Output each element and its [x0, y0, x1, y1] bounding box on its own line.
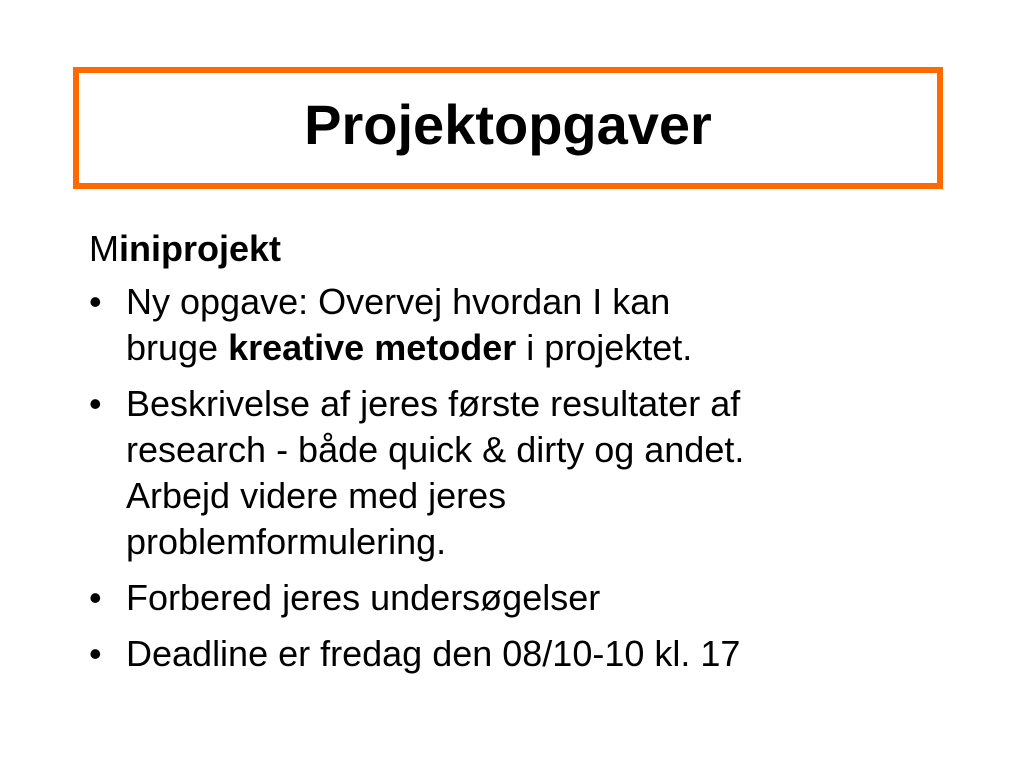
bullet-icon: •	[89, 281, 102, 322]
bullet-icon: •	[89, 577, 102, 618]
bullet-icon: •	[89, 633, 102, 674]
bullet-icon: •	[89, 383, 102, 424]
section-heading	[89, 226, 949, 272]
slide-content	[89, 226, 949, 687]
title-box	[73, 67, 943, 189]
section-heading-rest: iniprojekt	[119, 228, 282, 269]
bullet-text-continued: Arbejd videre med jeres	[126, 475, 507, 516]
section-heading-first-letter: M	[89, 228, 119, 269]
bullet-text: Forbered jeres undersøgelser	[126, 577, 601, 618]
bullet-text-continued: problemformulering.	[126, 521, 447, 562]
bullet-text-continued	[126, 325, 949, 371]
bullet-text-prefix: bruge	[126, 327, 229, 368]
bullet-text: Ny opgave: Overvej hvordan I kan	[126, 281, 671, 322]
bullet-text-bold: kreative metoder	[228, 327, 517, 368]
bullet-item-deadline	[89, 631, 949, 677]
bullet-text-suffix: i projektet.	[516, 327, 693, 368]
bullet-item-description	[89, 381, 949, 565]
bullet-text: Deadline er fredag den 08/10-10 kl. 17	[126, 633, 741, 674]
bullet-item-prepare	[89, 575, 949, 621]
slide-title: Projektopgaver	[304, 93, 712, 156]
bullet-text-continued: research - både quick & dirty og andet.	[126, 429, 745, 470]
bullet-text: Beskrivelse af jeres første resultater af	[126, 383, 741, 424]
bullet-item-new-task	[89, 279, 949, 371]
bullet-list	[89, 279, 949, 677]
